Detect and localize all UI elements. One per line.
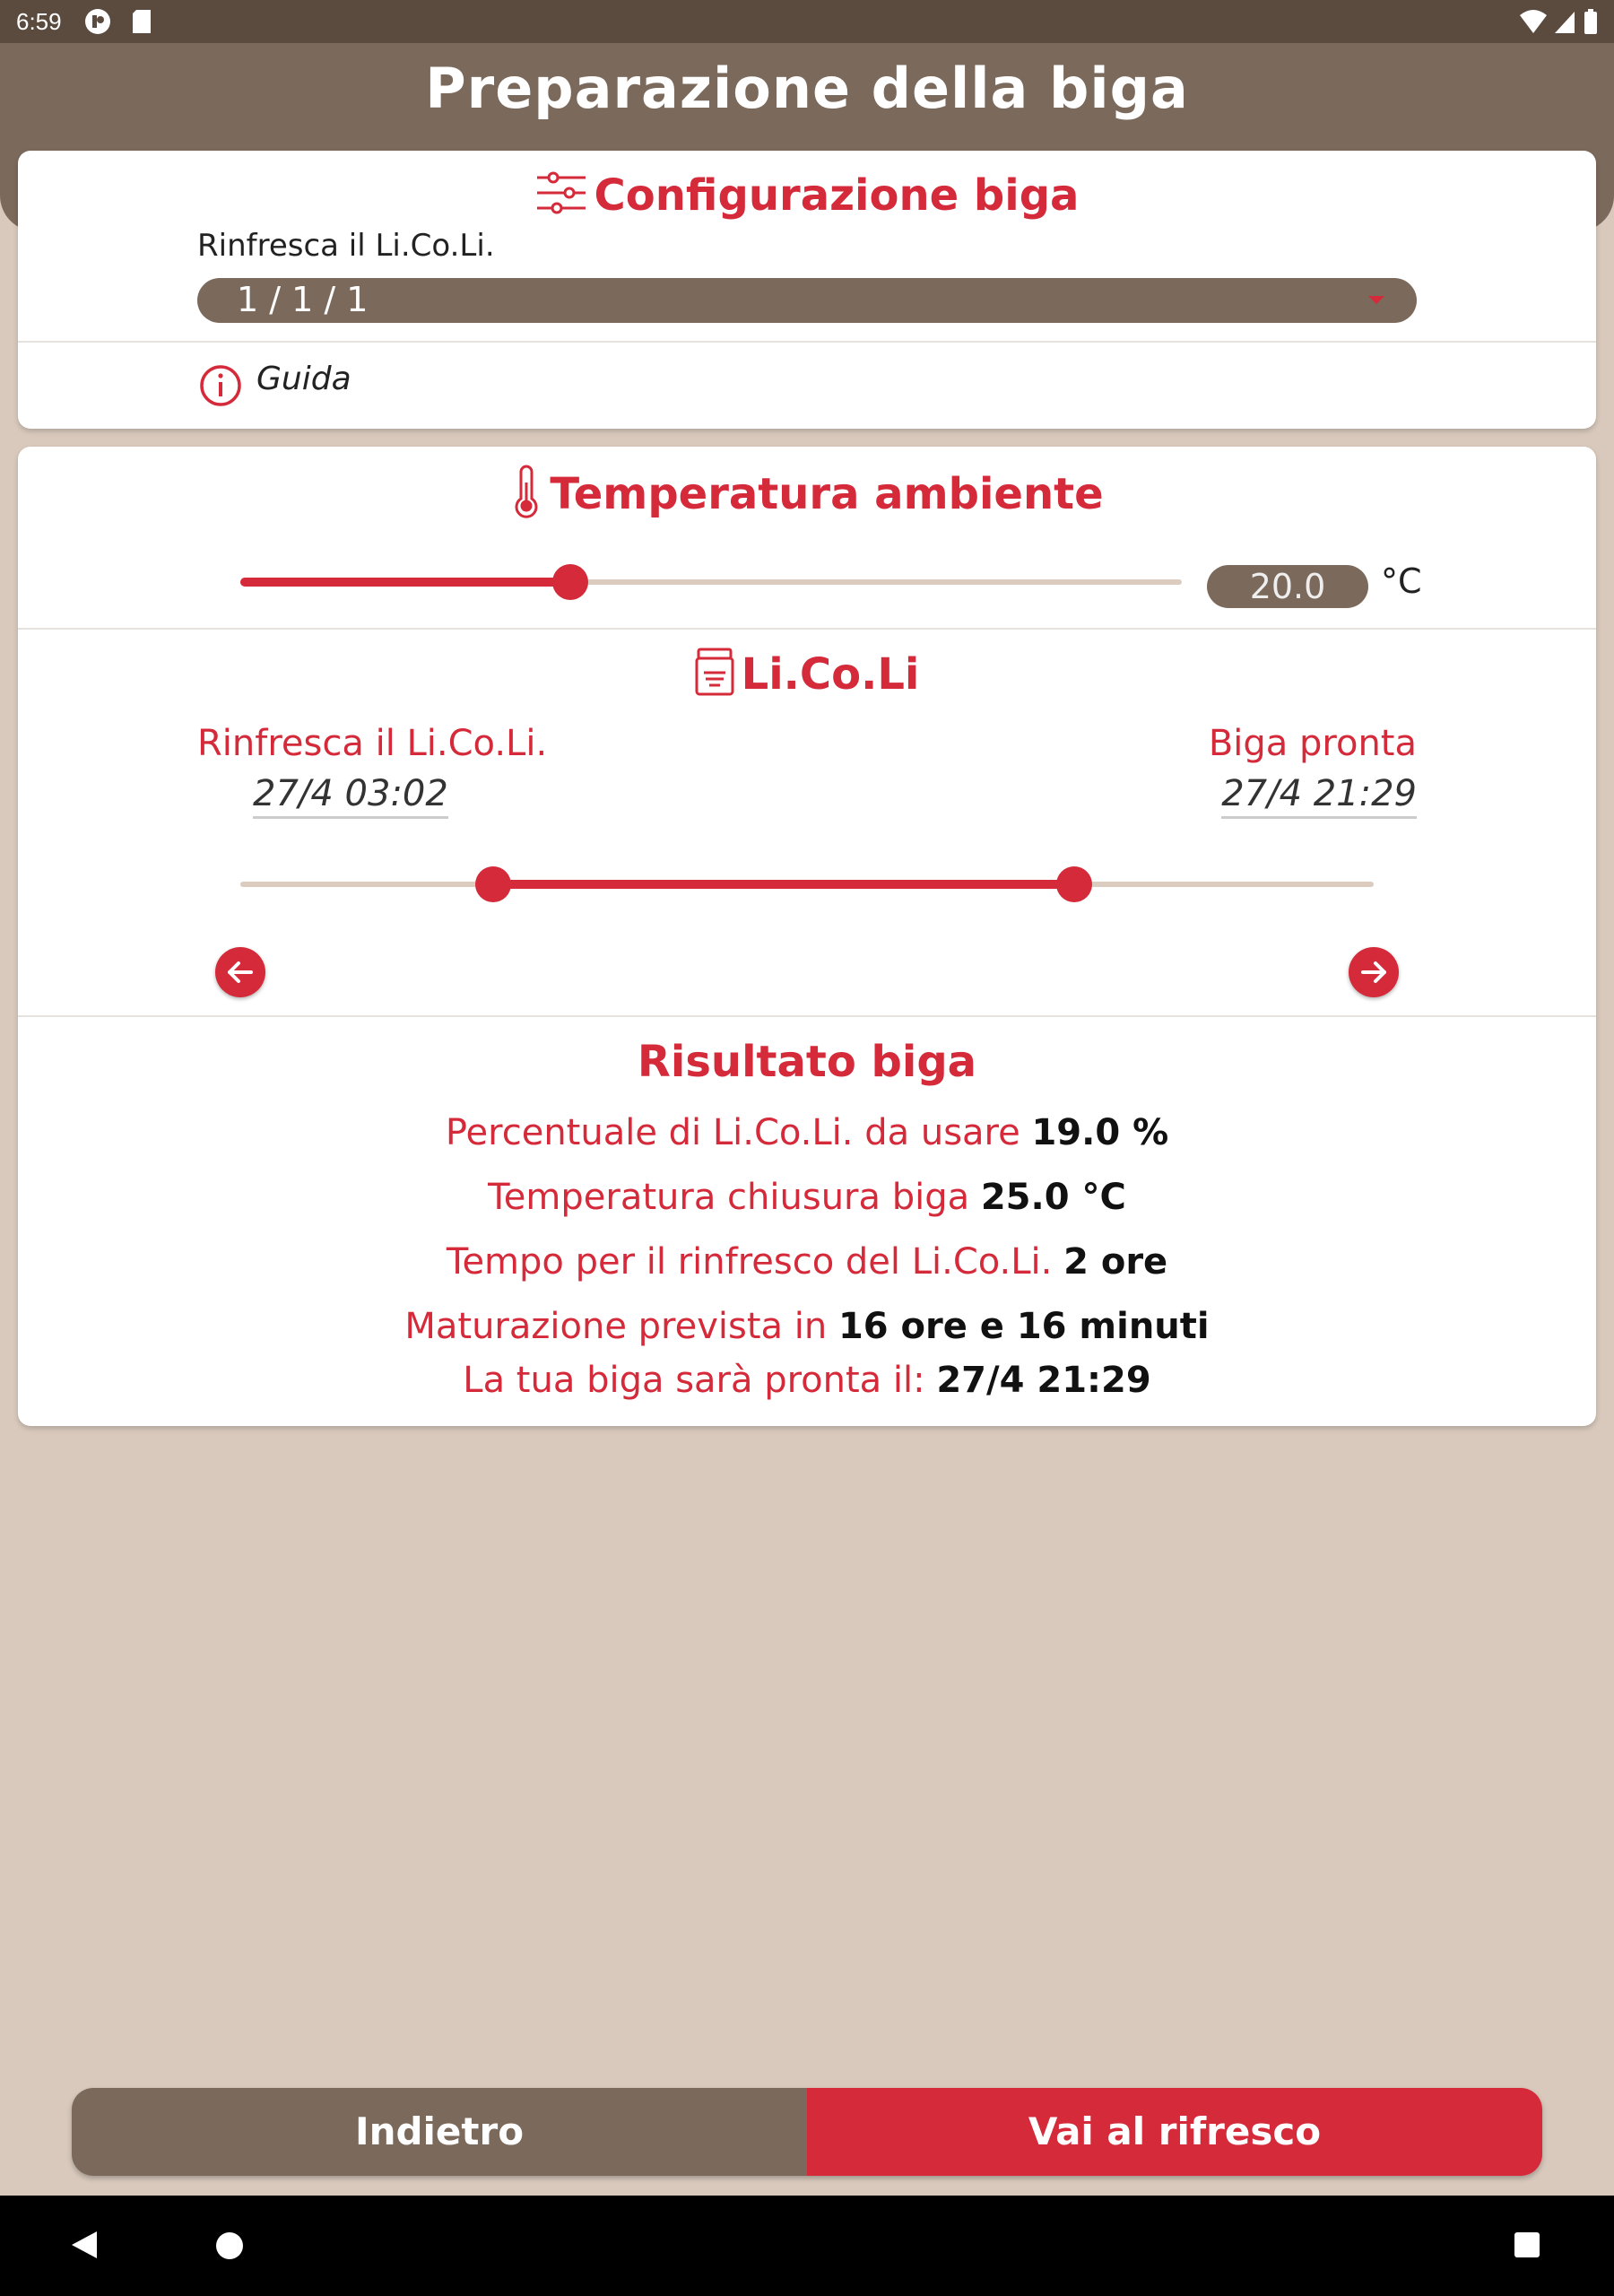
result-label: Tempo per il rinfresco del Li.Co.Li. <box>446 1241 1053 1283</box>
dropdown-arrow-icon <box>1368 296 1384 304</box>
result-label: Percentuale di Li.Co.Li. da usare <box>445 1112 1020 1153</box>
go-to-refresh-button[interactable]: Vai al rifresco <box>807 2088 1542 2176</box>
page-title: Preparazione della biga <box>425 56 1189 121</box>
previous-button[interactable] <box>215 947 265 997</box>
thermometer-icon <box>510 465 542 529</box>
result-value: 19.0 % <box>1031 1112 1169 1153</box>
result-value: 2 ore <box>1063 1241 1168 1283</box>
main-card <box>18 447 1596 1426</box>
signal-icon <box>1553 8 1576 41</box>
battery-icon <box>1584 8 1598 41</box>
wifi-icon <box>1519 8 1548 41</box>
biga-ready-label: Biga pronta <box>1208 723 1417 764</box>
result-line-ready-date <box>18 1360 1596 1401</box>
ratio-dropdown[interactable] <box>197 278 1417 323</box>
config-card <box>18 151 1596 429</box>
timeline-start-thumb[interactable] <box>475 866 511 902</box>
temperature-unit: °C <box>1381 561 1422 601</box>
sd-card-icon <box>131 8 152 41</box>
temperature-slider-thumb[interactable] <box>552 564 588 600</box>
refresh-ratio-label: Rinfresca il Li.Co.Li. <box>197 228 495 264</box>
result-line-maturation <box>18 1306 1596 1347</box>
info-icon <box>199 364 242 415</box>
status-time: 6:59 <box>16 8 62 35</box>
licoli-title <box>18 646 1596 709</box>
licoli-refresh-label: Rinfresca il Li.Co.Li. <box>197 723 548 764</box>
result-line-percentage <box>18 1112 1596 1153</box>
divider <box>18 341 1596 343</box>
divider <box>18 628 1596 630</box>
nav-home-icon[interactable] <box>215 2231 244 2264</box>
divider <box>18 1015 1596 1017</box>
timeline-end-thumb[interactable] <box>1056 866 1092 902</box>
result-line-temperature <box>18 1177 1596 1218</box>
ratio-dropdown-value: 1 / 1 / 1 <box>237 280 369 319</box>
licoli-title-text: Li.Co.Li <box>741 649 920 700</box>
timeline-slider-fill <box>493 880 1074 889</box>
nav-recents-icon[interactable] <box>1514 2231 1540 2262</box>
system-nav-bar <box>0 2196 1614 2296</box>
result-value: 25.0 °C <box>980 1177 1126 1218</box>
result-line-refresh-time <box>18 1241 1596 1283</box>
config-title <box>18 169 1596 228</box>
status-bar <box>0 0 1614 43</box>
temperature-slider-fill <box>240 578 570 587</box>
jar-icon <box>695 646 734 709</box>
result-label: Maturazione prevista in <box>404 1306 828 1347</box>
biga-ready-time[interactable]: 27/4 21:29 <box>1221 773 1417 819</box>
bottom-actions <box>72 2088 1542 2176</box>
next-button[interactable] <box>1349 947 1399 997</box>
result-value: 27/4 21:29 <box>936 1360 1151 1401</box>
back-button[interactable]: Indietro <box>72 2088 807 2176</box>
guide-label: Guida <box>256 361 351 397</box>
sliders-icon <box>535 169 587 228</box>
nav-back-icon[interactable] <box>70 2230 99 2264</box>
result-title: Risultato biga <box>637 1037 977 1087</box>
result-value: 16 ore e 16 minuti <box>837 1306 1210 1347</box>
config-title-text: Configurazione biga <box>594 170 1080 221</box>
temperature-title <box>18 465 1596 529</box>
notification-icon <box>84 8 111 41</box>
temperature-value[interactable]: 20.0 <box>1207 565 1368 608</box>
temperature-title-text: Temperatura ambiente <box>550 469 1104 519</box>
result-label: Temperatura chiusura biga <box>488 1177 970 1218</box>
result-label: La tua biga sarà pronta il: <box>463 1360 925 1401</box>
licoli-refresh-time[interactable]: 27/4 03:02 <box>253 773 448 819</box>
